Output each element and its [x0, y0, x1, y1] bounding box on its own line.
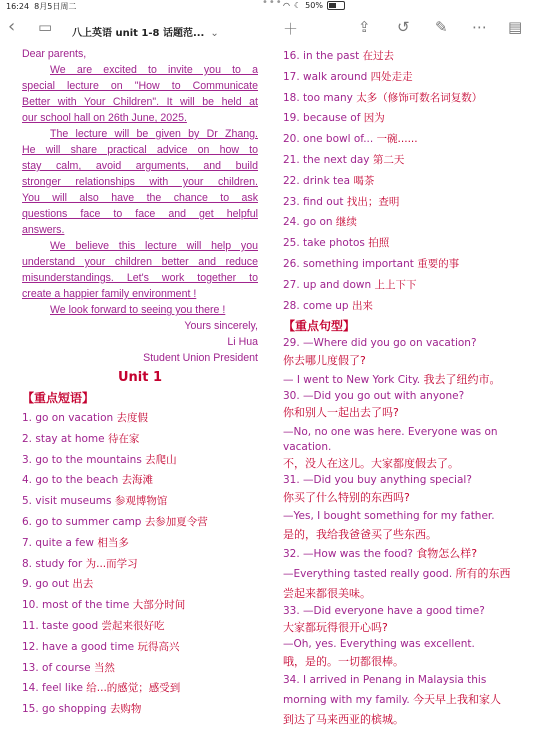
phrase-chinese: 去参加夏令营	[144, 515, 208, 528]
phrase-item	[283, 88, 531, 109]
phrase-chinese: 待在家	[107, 432, 140, 445]
phrase-item	[22, 533, 258, 554]
phrase-item	[283, 296, 531, 317]
sentence-chinese: 所有的东西	[455, 567, 511, 581]
letter-line: our school hall on 26th June, 2025.	[22, 112, 187, 124]
phrase-item	[283, 129, 531, 150]
phrase-item	[283, 108, 531, 129]
phrase-english: 22. drink tea	[283, 174, 351, 187]
phrase-chinese: 去爬山	[145, 453, 177, 466]
phrase-english: 10. most of the time	[22, 599, 130, 612]
sentence-chinese: 食物怎么样?	[416, 547, 478, 561]
phrase-chinese: 去度假	[116, 412, 149, 424]
right-column	[283, 46, 531, 730]
sentence-english: — I went to New York City.	[283, 373, 421, 386]
phrase-chinese: 因为	[363, 112, 385, 125]
phrase-chinese: 尝起来很好吃	[101, 619, 165, 632]
phrase-english: 6. go to summer camp	[22, 515, 142, 528]
phrase-english: 5. visit museums	[22, 495, 112, 508]
phrase-item	[283, 233, 531, 254]
phrase-chinese: 重要的事	[417, 257, 460, 270]
phrase-item	[283, 254, 531, 275]
sentence-english: 32. —How was the food?	[283, 548, 413, 561]
phrase-english: 27. up and down	[283, 278, 372, 291]
letter-line: answers.	[22, 224, 65, 236]
letter-paragraph-4: We look forward to seeing you there !	[50, 304, 226, 316]
sentence-chinese-line: 哦，是的。一切都很棒。	[283, 655, 404, 669]
phrase-chinese: 相当多	[97, 536, 129, 549]
phrase-item	[22, 574, 258, 595]
sentence-chinese-line: 你买了什么特别的东西吗?	[283, 491, 410, 505]
sentence-mixed-line	[283, 544, 531, 564]
phrase-english: 25. take photos	[283, 237, 365, 250]
letter-line: create a happier family environment !	[22, 288, 197, 300]
undo-icon[interactable]: ↺	[397, 18, 410, 36]
phrase-english: 17. walk around	[283, 70, 368, 83]
phrase-item	[22, 699, 258, 720]
letter-line: understand your children better and reduce	[22, 256, 258, 268]
phrases-header: 【重点短语】	[22, 391, 95, 405]
share-icon[interactable]: ⇪	[358, 18, 371, 36]
letter-line: Better with Your Children". It will be held at	[22, 96, 258, 108]
letter-signature-name: Li Hua	[227, 336, 258, 348]
multitask-dots-icon[interactable]: •••	[262, 0, 283, 8]
phrase-item	[283, 275, 531, 296]
letter-paragraph-2	[22, 126, 258, 238]
letter-line: stronger relationships with your children.	[22, 176, 258, 188]
letter-line: questions face to face and get helpful	[22, 208, 258, 220]
letter-line: You will also have the chance to ask	[22, 192, 258, 204]
letter-closing: Yours sincerely,	[184, 320, 258, 332]
letter-line: stay calm, avoid arguments, and build	[22, 160, 258, 172]
phrase-item	[22, 408, 258, 429]
letter-paragraph-1	[22, 62, 258, 126]
add-icon[interactable]: ＋	[283, 20, 299, 38]
phrase-list-left	[22, 408, 258, 720]
document-page	[0, 46, 540, 726]
phrase-chinese: 上上下下	[374, 278, 417, 291]
phrase-chinese: 找出；查明	[346, 195, 400, 208]
document-title[interactable]: 八上英语 unit 1-8 话题范... ⌄	[72, 28, 219, 39]
phrase-chinese: 在过去	[362, 50, 395, 62]
sentence-english-line: —Yes, I bought something for my father.	[283, 510, 495, 523]
sentence-chinese-line: 你和别人一起出去了吗?	[283, 406, 399, 420]
phrase-chinese: 大部分时间	[132, 599, 186, 612]
phrase-item	[283, 150, 531, 171]
sentence-mixed-line	[283, 690, 531, 710]
phrase-item	[22, 678, 258, 699]
phrase-english: 19. because of	[283, 112, 361, 125]
wifi-icon: ◠	[283, 1, 290, 10]
phrase-item	[283, 67, 531, 88]
document-icon[interactable]: ▤	[508, 18, 523, 36]
phrase-english: 13. of course	[22, 661, 91, 674]
phrase-chinese: 去购物	[109, 703, 142, 716]
phrase-english: 24. go on	[283, 216, 333, 229]
letter-line: The lecture will be given by Dr Zhang.	[50, 128, 258, 140]
letter-line: He will share practical advice on how to	[22, 144, 258, 156]
sentence-chinese-line: 到达了马来西亚的槟城。	[283, 712, 404, 726]
letter-line: We are excited to invite you to a	[50, 64, 258, 76]
letter-line: special lecture on "How to Communicate	[22, 80, 258, 92]
more-icon[interactable]: ⋯	[472, 18, 487, 36]
sentence-chinese-line: 是的，我给我爸爸买了些东西。	[283, 527, 437, 541]
letter-signature-org: Student Union President	[143, 352, 258, 364]
sentence-english-line: 34. I arrived in Penang in Malaysia this	[283, 674, 487, 687]
phrase-item	[22, 658, 258, 679]
phrase-english: 2. stay at home	[22, 432, 105, 445]
phrase-list-right	[283, 46, 531, 316]
phrase-chinese: 喝茶	[353, 174, 375, 187]
phrase-english: 20. one bowl of...	[283, 133, 374, 146]
phrase-english: 18. too many	[283, 91, 353, 104]
phrase-chinese: 一碗......	[376, 133, 418, 146]
phrase-chinese: 太多（修饰可数名词复数）	[356, 91, 483, 104]
moon-icon: ☾	[293, 1, 302, 10]
phrase-chinese: 为...而学习	[85, 557, 138, 570]
sentences-header: 【重点句型】	[283, 319, 356, 334]
phrase-item	[22, 616, 258, 637]
phrase-item	[283, 192, 531, 213]
phrase-item	[22, 595, 258, 616]
phrase-english: 9. go out	[22, 578, 69, 591]
status-time: 16:24 8月5日周二	[6, 2, 77, 11]
phrase-english: 8. study for	[22, 557, 83, 570]
phrase-english: 12. have a good time	[22, 640, 135, 653]
unit-title: Unit 1	[117, 370, 163, 385]
sentence-chinese-line: 你去哪儿度假了?	[283, 353, 366, 367]
app-toolbar	[0, 14, 540, 44]
phrase-item	[22, 450, 258, 471]
sentence-english-line: —Oh, yes. Everything was excellent.	[283, 638, 475, 651]
phrase-item	[22, 470, 258, 491]
phrase-english: 23. find out	[283, 195, 344, 208]
phrase-chinese: 出去	[72, 578, 94, 591]
phrase-english: 14. feel like	[22, 682, 83, 695]
phrase-english: 1. go on vacation	[22, 412, 114, 424]
phrase-english: 7. quite a few	[22, 536, 95, 549]
phrase-item	[22, 554, 258, 575]
sentence-english-line: 33. —Did everyone have a good time?	[283, 604, 485, 617]
phrase-english: 11. taste good	[22, 619, 99, 632]
phrase-english: 16. in the past	[283, 50, 360, 62]
phrase-chinese: 给...的感觉；感受到	[86, 682, 181, 695]
phrase-chinese: 拍照	[368, 237, 390, 250]
phrase-chinese: 去海滩	[121, 474, 154, 487]
battery-percent: 50%	[305, 1, 323, 10]
sentence-mixed-line	[283, 370, 531, 389]
sentence-chinese: 我去了纽约市。	[423, 372, 501, 386]
markup-icon[interactable]: ✎	[435, 18, 448, 36]
letter-line: misunderstandings. Let's work together to	[22, 272, 258, 284]
back-icon[interactable]: ‹	[8, 16, 16, 37]
phrase-item	[22, 491, 258, 512]
chevron-down-icon: ⌄	[210, 28, 219, 39]
sentence-mixed-line	[283, 564, 531, 584]
phrase-english: 28. come up	[283, 299, 349, 312]
sentence-english: —Everything tasted really good.	[283, 568, 453, 581]
sentence-chinese-line: 不，没人在这儿。大家都度假去了。	[283, 457, 459, 471]
phrase-chinese: 第二天	[372, 153, 405, 166]
phrase-english: 4. go to the beach	[22, 474, 119, 487]
phrase-chinese: 出来	[351, 299, 373, 312]
status-bar	[0, 0, 540, 14]
phrase-item	[22, 429, 258, 450]
phrase-chinese: 当然	[93, 661, 115, 674]
phrase-chinese: 继续	[335, 216, 357, 229]
phrase-item	[283, 46, 531, 67]
sentence-chinese: 今天早上我和家人	[413, 692, 501, 706]
sidebar-toggle-icon[interactable]: ▭	[38, 18, 53, 36]
sentence-english: morning with my family.	[283, 693, 410, 706]
phrase-english: 21. the next day	[283, 153, 370, 166]
phrase-chinese: 玩得高兴	[137, 640, 180, 653]
sentence-english-line: —No, no one was here. Everyone was on	[283, 425, 498, 438]
phrase-english: 15. go shopping	[22, 703, 107, 716]
phrase-chinese: 四处走走	[370, 70, 413, 83]
letter-paragraph-3	[22, 238, 258, 302]
battery-icon	[327, 1, 345, 10]
sentence-chinese-line: 大家都玩得很开心吗?	[283, 621, 388, 635]
sentence-english-line: 31. —Did you buy anything special?	[283, 474, 472, 487]
phrase-english: 3. go to the mountains	[22, 453, 142, 466]
sentence-english-line: 30. —Did you go out with anyone?	[283, 389, 465, 402]
letter-greeting: Dear parents,	[22, 48, 87, 60]
phrase-item	[22, 512, 258, 533]
letter-line: We believe this lecture will help you	[50, 240, 258, 252]
phrase-item	[283, 171, 531, 192]
phrase-item	[22, 637, 258, 658]
phrase-english: 26. something important	[283, 257, 414, 270]
sentence-english-line: vacation.	[283, 440, 332, 453]
sentence-english-line: 29. —Where did you go on vacation?	[283, 337, 477, 350]
phrase-item	[283, 212, 531, 233]
sentence-list	[283, 336, 531, 730]
sentence-chinese-line: 尝起来都很美味。	[283, 587, 371, 601]
phrase-chinese: 参观博物馆	[114, 495, 168, 508]
left-column	[22, 46, 258, 720]
